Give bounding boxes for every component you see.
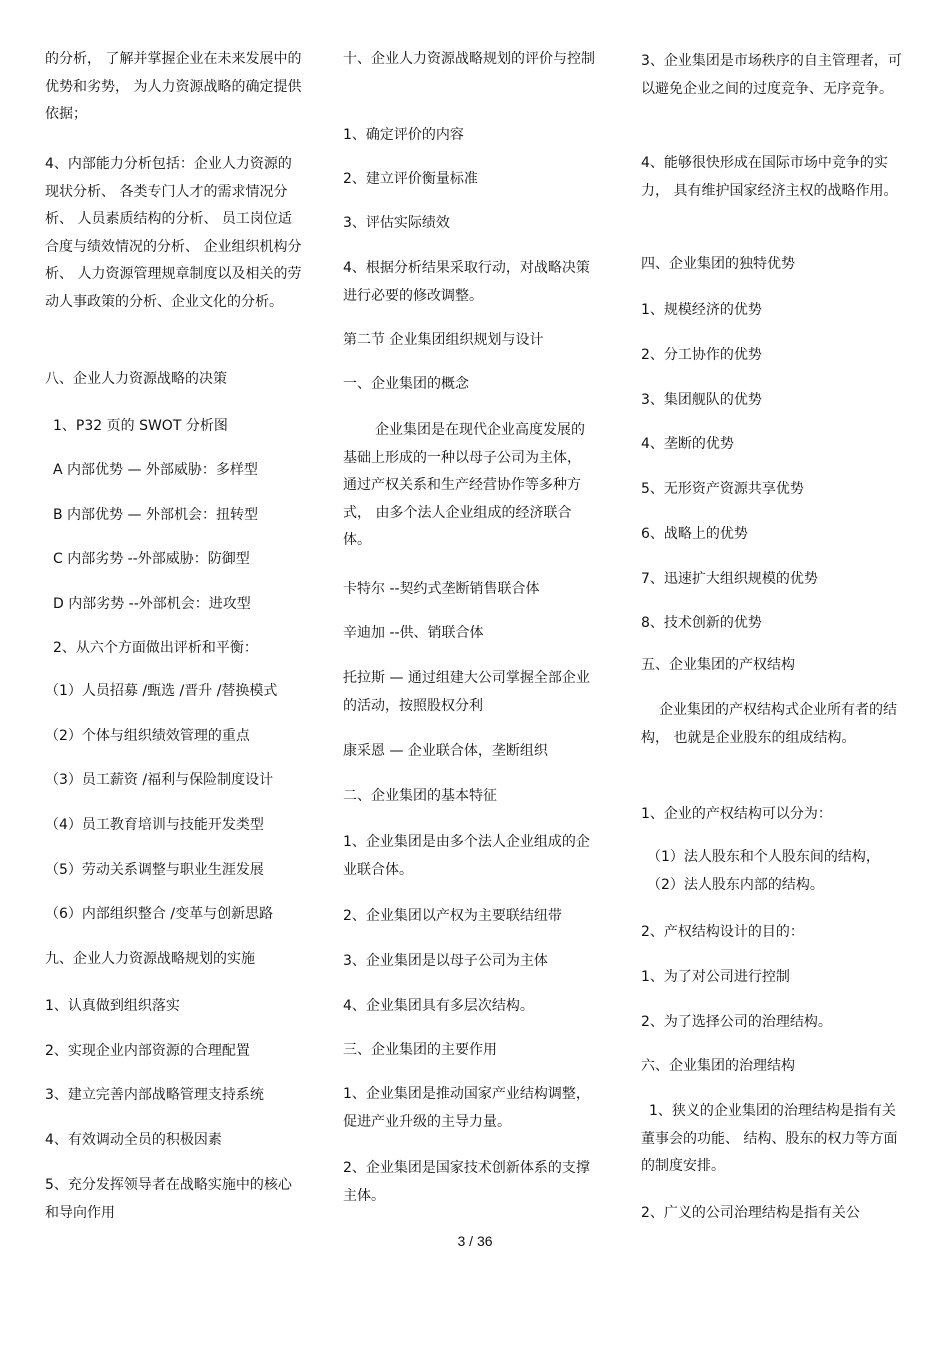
list-item: 4、垄断的优势 [641, 436, 734, 452]
list-item: 2、企业集团以产权为主要联结纽带 [343, 908, 562, 924]
list-item: 3、集团舰队的优势 [641, 392, 762, 408]
list-item: 5、无形资产资源共享优势 [641, 481, 804, 497]
list-item: 7、迅速扩大组织规模的优势 [641, 571, 818, 587]
paragraph: 托拉斯 — 通过组建大公司掌握全部企业的活动，按照股权分利 [343, 670, 590, 714]
list-item: （2）个体与组织绩效管理的重点 [45, 728, 250, 744]
list-item: 1、企业集团是由多个法人企业组成的企业联合体。 [343, 834, 590, 878]
paragraph: 企业集团是在现代企业高度发展的基础上形成的一种以母子公司为主体， 通过产权关系和生产经营协作等多种方式， 由多个法人企业组成的经济联合体。 [343, 422, 585, 548]
section-title: 第二节 企业集团组织规划与设计 [343, 332, 544, 348]
section-heading: 九、企业人力资源战略规划的实施 [45, 951, 255, 967]
list-item: 1、确定评价的内容 [343, 127, 464, 143]
paragraph: 2、从六个方面做出评析和平衡： [53, 640, 258, 656]
list-item: （1）人员招募 /甄选 /晋升 /替换模式 [45, 683, 278, 699]
list-item: 1、规模经济的优势 [641, 302, 762, 318]
section-heading: 八、企业人力资源战略的决策 [45, 371, 227, 387]
list-item: 2、分工协作的优势 [641, 347, 762, 363]
section-heading: 五、企业集团的产权结构 [641, 657, 795, 673]
list-item: 3、建立完善内部战略管理支持系统 [45, 1087, 264, 1103]
list-item: 1、企业集团是推动国家产业结构调整，促进产业升级的主导力量。 [343, 1086, 590, 1130]
paragraph: 卡特尔 --契约式垄断销售联合体 [343, 581, 540, 597]
list-item: 2、为了选择公司的治理结构。 [641, 1014, 832, 1030]
paragraph: 1、P32 页的 SWOT 分析图 [53, 418, 228, 434]
page-number: 3 / 36 [457, 1233, 493, 1249]
paragraph: 1、企业的产权结构可以分为： [641, 806, 832, 822]
list-item: B 内部优势 — 外部机会：扭转型 [53, 507, 258, 523]
list-item: 3、评估实际绩效 [343, 215, 450, 231]
list-item: 4、根据分析结果采取行动，对战略决策进行必要的修改调整。 [343, 260, 590, 304]
list-item: 4、能够很快形成在国际市场中竞争的实力， 具有维护国家经济主权的战略作用。 [641, 155, 898, 199]
paragraph: 辛迪加 --供、销联合体 [343, 625, 484, 641]
list-item: 2、广义的公司治理结构是指有关公 [641, 1205, 860, 1221]
section-heading: 十、企业人力资源战略规划的评价与控制 [343, 51, 595, 67]
list-item: 1、狭义的企业集团的治理结构是指有关董事会的功能、 结构、股东的权力等方面的制度安排。 [641, 1103, 898, 1174]
list-item: （3）员工薪资 /福利与保险制度设计 [45, 772, 274, 788]
list-item: 8、技术创新的优势 [641, 615, 762, 631]
list-item: C 内部劣势 --外部威胁：防御型 [53, 551, 250, 567]
list-item: 5、充分发挥领导者在战略实施中的核心和导向作用 [45, 1177, 292, 1221]
list-item: 1、为了对公司进行控制 [641, 969, 790, 985]
list-item: （5）劳动关系调整与职业生涯发展 [45, 862, 264, 878]
paragraph: 4、内部能力分析包括：企业人力资源的现状分析、 各类专门人才的需求情况分析、 人员素质结构的分析、 员工岗位适合度与绩效情况的分析、 企业组织机构分析、 人力资源管理规章制度以及相关的劳动人事政策的分析、企业文化的分析。 [45, 156, 302, 310]
list-item: 2、建立评价衡量标准 [343, 171, 478, 187]
list-item: A 内部优势 — 外部威胁：多样型 [53, 462, 258, 478]
list-item: 4、有效调动全员的积极因素 [45, 1132, 222, 1148]
paragraph: 2、产权结构设计的目的： [641, 924, 804, 940]
list-item: 2、企业集团是国家技术创新体系的支撑主体。 [343, 1160, 590, 1204]
section-heading: 六、企业集团的治理结构 [641, 1058, 795, 1074]
list-item: 1、认真做到组织落实 [45, 998, 180, 1014]
list-item: （4）员工教育培训与技能开发类型 [45, 817, 264, 833]
paragraph: （1）法人股东和个人股东间的结构，（2）法人股东内部的结构。 [647, 849, 880, 893]
list-item: D 内部劣势 --外部机会：进攻型 [53, 596, 251, 612]
section-heading: 四、企业集团的独特优势 [641, 256, 795, 272]
paragraph: 企业集团的产权结构式企业所有者的结构， 也就是企业股东的组成结构。 [641, 702, 897, 746]
list-item: 6、战略上的优势 [641, 526, 748, 542]
paragraph: 的分析， 了解并掌握企业在未来发展中的优势和劣势， 为人力资源战略的确定提供依据； [45, 51, 302, 122]
section-heading: 一、企业集团的概念 [343, 376, 469, 392]
list-item: （6）内部组织整合 /变革与创新思路 [45, 906, 274, 922]
list-item: 4、企业集团具有多层次结构。 [343, 998, 534, 1014]
section-heading: 二、企业集团的基本特征 [343, 788, 497, 804]
list-item: 3、企业集团是市场秩序的自主管理者，可以避免企业之间的过度竞争、无序竞争。 [641, 53, 902, 97]
list-item: 3、企业集团是以母子公司为主体 [343, 953, 548, 969]
section-heading: 三、企业集团的主要作用 [343, 1042, 497, 1058]
paragraph: 康采恩 — 企业联合体，垄断组织 [343, 743, 548, 759]
list-item: 2、实现企业内部资源的合理配置 [45, 1043, 250, 1059]
